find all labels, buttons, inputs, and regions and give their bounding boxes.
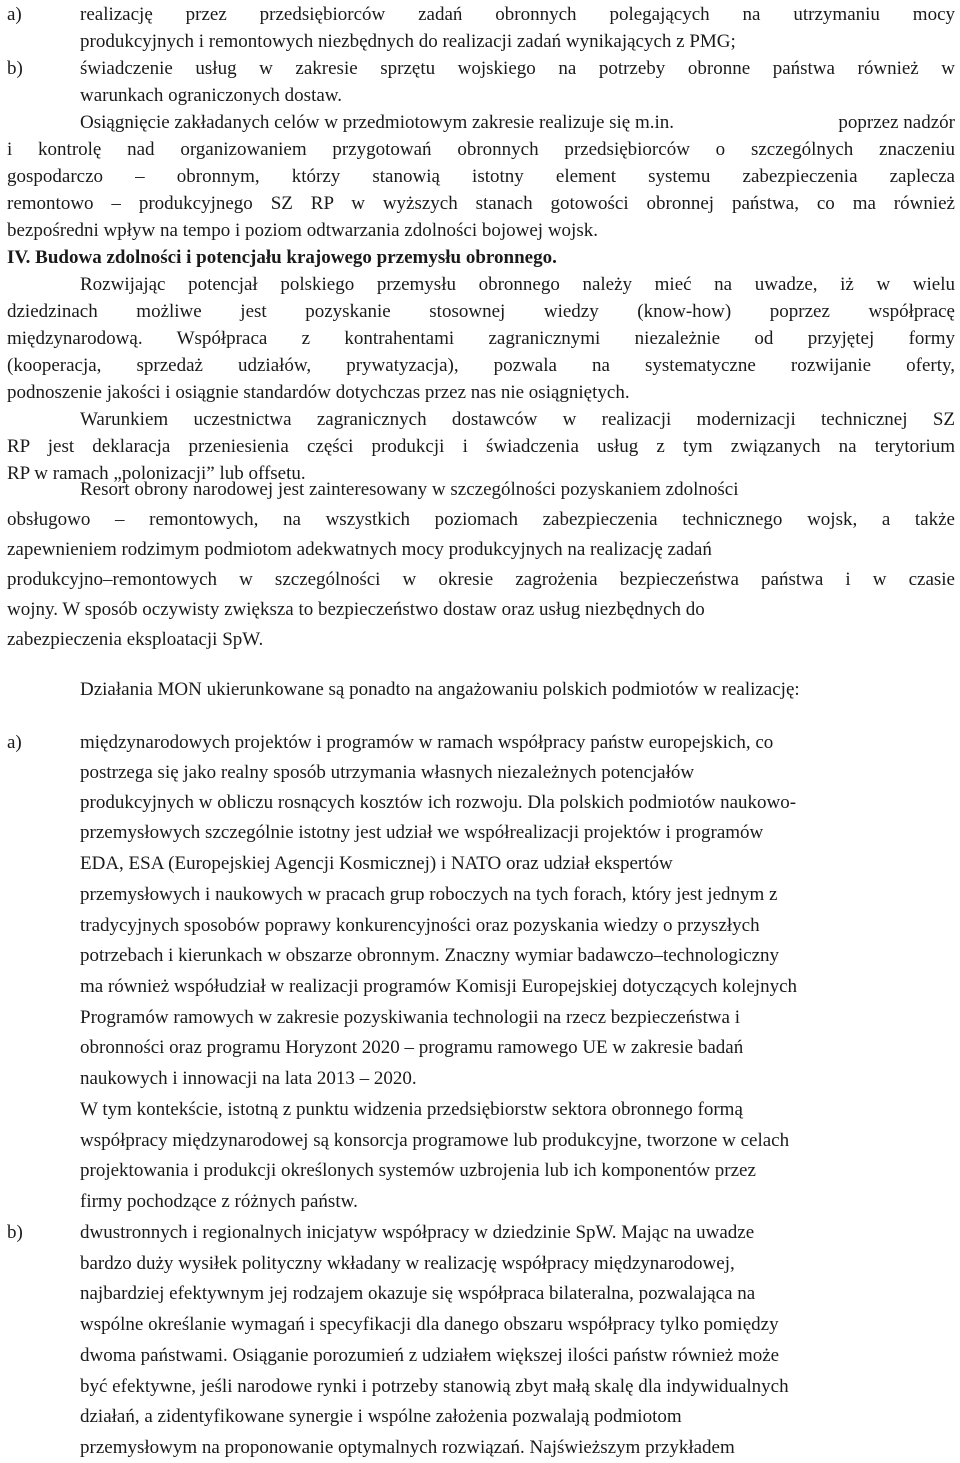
list-marker: a) — [7, 732, 22, 753]
text-line: i kontrolę nad organizowaniem przygotowań obronnych przedsiębiorców o szczególnych znaczeniu — [7, 139, 955, 160]
text-line: międzynarodową. Współpraca z kontrahentami zagranicznymi niezależnie od przyjętej formy — [7, 328, 955, 349]
text-line: być efektywne, jeśli narodowe rynki i potrzeby stanowią zbyt małą skalę dla indywidualnych — [80, 1376, 789, 1397]
text-line: przemysłowych i naukowych w pracach grup roboczych na tych forach, który jest jednym z — [80, 884, 778, 905]
text-line: przemysłowym na proponowanie optymalnych rozwiązań. Najświeższym przykładem — [80, 1437, 735, 1458]
text-line: Programów ramowych w zakresie pozyskiwania technologii na rzecz bezpieczeństwa i — [80, 1007, 740, 1028]
text-line: zapewnieniem rodzimym podmiotom adekwatnych mocy produkcyjnych na realizację zadań — [7, 539, 712, 560]
text-line: międzynarodowych projektów i programów w ramach współpracy państw europejskich, co — [80, 732, 774, 753]
text-line: firmy pochodzące z różnych państw. — [80, 1191, 358, 1212]
text-line: działań, a zidentyfikowane synergie i wspólne założenia pozwalają podmiotom — [80, 1406, 682, 1427]
text-line: produkcyjnych w obliczu rosnących kosztów ich rozwoju. Dla polskich podmiotów naukowo- — [80, 792, 797, 813]
list-marker: a) — [7, 4, 22, 25]
text-line: warunkach ograniczonych dostaw. — [80, 85, 343, 106]
text-line: (kooperacja, sprzedaż udziałów, prywatyzacja), pozwala na systematyczne rozwijanie oferty, — [7, 355, 955, 376]
text-line: świadczenie usług w zakresie sprzętu wojskiego na potrzeby obronne państwa również w — [80, 58, 955, 79]
text-line: projektowania i produkcji określonych systemów uzbrojenia lub ich komponentów przez — [80, 1160, 756, 1181]
text-line: podnoszenie jakości i osiągnie standardów dotychczas przez nas nie osiągniętych. — [7, 382, 630, 403]
text-line: remontowo – produkcyjnego SZ RP w wyższych stanach gotowości obronnej państwa, co ma również — [7, 193, 955, 214]
text-line: dwustronnych i regionalnych inicjatyw współpracy w dziedzinie SpW. Mając na uwadze — [80, 1222, 755, 1243]
text-line: postrzega się jako realny sposób utrzymania własnych niezależnych potencjałów — [80, 762, 695, 783]
text-line: wspólne określanie wymagań i specyfikacji dla danego obszaru współpracy tylko pomiędzy — [80, 1314, 779, 1335]
text-line: naukowych i innowacji na lata 2013 – 2020. — [80, 1068, 417, 1089]
text-line: potrzebach i kierunkach w obszarze obronnym. Znaczny wymiar badawczo–technologiczny — [80, 945, 780, 966]
text-line: tradycyjnych sposobów poprawy konkurencyjności oraz pozyskania wiedzy o przyszłych — [80, 915, 760, 936]
text-line: Osiągnięcie zakładanych celów w przedmiotowym zakresie realizuje się m.in. — [80, 112, 675, 133]
text-line: produkcyjno–remontowych w szczególności w okresie zagrożenia bezpieczeństwa państwa i w czasie — [7, 569, 955, 590]
text-line: bezpośredni wpływ na tempo i poziom odtwarzania zdolności bojowej wojsk. — [7, 220, 598, 241]
text-line: Działania MON ukierunkowane są ponadto na angażowaniu polskich podmiotów w realizację: — [80, 679, 800, 700]
text-line: bardzo duży wysiłek polityczny wkładany w realizację współpracy międzynarodowej, — [80, 1253, 735, 1274]
text-line: RP jest deklaracja przeniesienia części produkcji i świadczenia usług z tym związanych na terytorium — [7, 436, 955, 457]
line-suffix: poprzez nadzór — [832, 108, 955, 138]
text-line: RP w ramach „polonizacji” lub offsetu. — [7, 463, 306, 484]
text-line: obronności oraz programu Horyzont 2020 – programu ramowego UE w zakresie badań — [80, 1037, 744, 1058]
text-line: W tym kontekście, istotną z punktu widzenia przedsiębiorstw sektora obronnego formą — [80, 1099, 743, 1120]
text-line: najbardziej efektywnym jej rodzajem okazuje się współpraca bilateralna, pozwalająca na — [80, 1283, 756, 1304]
list-marker: b) — [7, 1222, 23, 1243]
text-line: IV. Budowa zdolności i potencjału krajowego przemysłu obronnego. — [7, 247, 557, 268]
text-line: współpracy międzynarodowej są konsorcja programowe lub produkcyjne, tworzone w celach — [80, 1130, 790, 1151]
text-line: Warunkiem uczestnictwa zagranicznych dostawców w realizacji modernizacji technicznej SZ — [80, 409, 955, 430]
text-line: dwoma państwami. Osiąganie porozumień z udziałem większej ilości państw również może — [80, 1345, 780, 1366]
text-line: Resort obrony narodowej jest zainteresowany w szczególności pozyskaniem zdolności — [80, 479, 739, 500]
text-line: EDA, ESA (Europejskiej Agencji Kosmicznej) i NATO oraz udział ekspertów — [80, 853, 673, 874]
text-line: gospodarczo – obronnym, którzy stanowią istotny element systemu zabezpieczenia zaplecza — [7, 166, 955, 187]
text-line: zabezpieczenia eksploatacji SpW. — [7, 629, 264, 650]
text-line: dziedzinach możliwe jest pozyskanie stosownej wiedzy (know-how) poprzez współpracę — [7, 301, 955, 322]
list-marker: b) — [7, 58, 23, 79]
text-line: Rozwijając potencjał polskiego przemysłu obronnego należy mieć na uwadze, iż w wielu — [80, 274, 955, 295]
text-line: realizację przez przedsiębiorców zadań obronnych polegających na utrzymaniu mocy — [80, 4, 955, 25]
text-line: produkcyjnych i remontowych niezbędnych do realizacji zadań wynikających z PMG; — [80, 31, 736, 52]
text-line: wojny. W sposób oczywisty zwiększa to bezpieczeństwo dostaw oraz usług niezbędnych do — [7, 599, 705, 620]
text-line: ma również współudział w realizacji programów Komisji Europejskiej dotyczących kolejnych — [80, 976, 798, 997]
text-line: przemysłowych szczególnie istotny jest udział we współrealizacji projektów i programów — [80, 822, 764, 843]
text-line: obsługowo – remontowych, na wszystkich poziomach zabezpieczenia technicznego wojsk, a także — [7, 509, 955, 530]
